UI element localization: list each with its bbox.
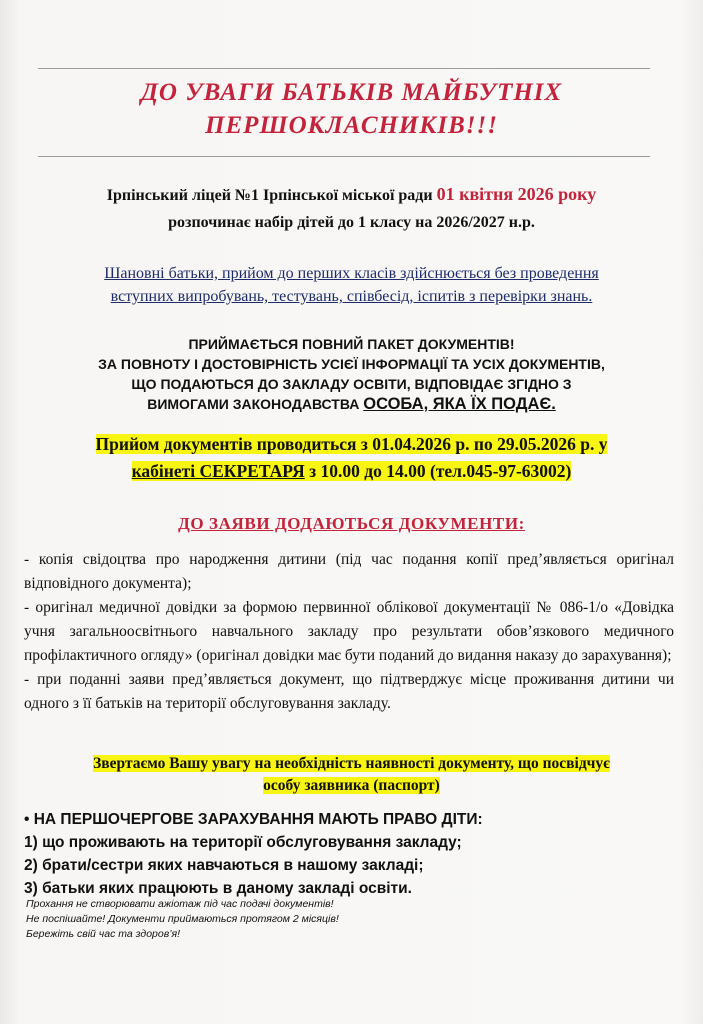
intro-line-1 [0,181,703,209]
attention-line-2 [0,775,703,797]
note-1: Прохання не створювати ажіотаж під час подачі документів! [26,898,334,910]
title-line-2: ПЕРШОКЛАСНИКІВ!!! [205,112,498,139]
reception-line-2 [0,458,703,485]
parents-note-line-2: вступних випробувань, тестувань, співбесід, іспитів з перевірки знань. [110,288,593,305]
priority-heading: • НА ПЕРШОЧЕРГОВЕ ЗАРАХУВАННЯ МАЮТЬ ПРАВО ДІТИ: [24,811,483,828]
top-divider [38,68,650,69]
priority-item-3: 3) батьки яких працюють в даному закладі освіти. [24,880,412,897]
docs-item-residence-proof: - при поданні заяви пред’являється документ, що підтверджує місце проживання дитини чи одного з її батьків на території обслуговування закладу. [24,671,674,712]
intro-block [0,181,703,236]
docs-item-medical-certificate: - оригінал медичної довідки за формою первинної облікової документації № 086-1/о «Довідка учня загальноосвітнього навчального закладу про результати обов’язкового медичного профілактичного огляду» (оригінал довідки має бути поданий до видання наказу до зарахування); [24,599,674,664]
parents-note-line-1: Шановні батьки, прийом до перших класів здійснюється без проведення [104,265,599,282]
reception-line-1-text: Прийом документів проводиться з 01.04.2026 р. по 29.05.2026 р. у [95,434,608,454]
full-package-emphasis: ОСОБА, ЯКА ЇХ ПОДАЄ. [363,395,556,413]
closing-notes [26,897,626,942]
priority-item-1: 1) що проживають на території обслуговування закладу; [24,834,462,851]
intro-line-2: розпочинає набір дітей до 1 класу на 2026/2027 н.р. [168,214,535,231]
attention-line-1 [0,753,703,775]
full-package-line-2: ЗА ПОВНОТУ І ДОСТОВІРНІСТЬ УСІЄЇ ІНФОРМАЦІЇ ТА УСІХ ДОКУМЕНТІВ, [98,356,605,372]
passport-attention [0,753,703,797]
intro-school: Ірпінський ліцей №1 Ірпінської міської ради [106,187,437,204]
attention-line-2-text: особу заявника (паспорт) [263,777,440,794]
docs-list [24,548,674,716]
attention-line-1-text: Звертаємо Вашу увагу на необхідність наявності документу, що посвідчує [93,755,610,772]
note-2: Не поспішайте! Документи приймаються протягом 2 місяців! [26,913,339,925]
full-package-line-3: ЩО ПОДАЮТЬСЯ ДО ЗАКЛАДУ ОСВІТИ, ВІДПОВІДАЄ ЗГІДНО З [131,376,572,392]
title-line-1: ДО УВАГИ БАТЬКІВ МАЙБУТНІХ [140,79,563,106]
reception-office: кабінеті СЕКРЕТАРЯ [131,461,305,481]
full-package-notice [0,334,703,414]
docs-heading: ДО ЗАЯВИ ДОДАЮТЬСЯ ДОКУМЕНТИ: [178,514,525,533]
note-3: Бережіть свій час та здоров’я! [26,928,181,940]
priority-item-2: 2) брати/сестри яких навчаються в нашому закладі; [24,857,424,874]
priority-enrollment [24,808,674,900]
reception-time-phone: з 10.00 до 14.00 (тел.045-97-63002) [304,461,572,481]
reception-line-1 [0,431,703,458]
reception-hours [0,431,703,485]
full-package-line-1: ПРИЙМАЄТЬСЯ ПОВНИЙ ПАКЕТ ДОКУМЕНТІВ! [188,336,515,352]
docs-item-birth-certificate: - копія свідоцтва про народження дитини (під час подання копії пред’являється оригінал відповідного документа); [24,551,674,592]
full-package-line-4-text: ВИМОГАМИ ЗАКОНОДАВСТВА [147,396,364,412]
parents-note [0,262,703,308]
page-title [0,76,703,142]
full-package-line-4 [0,394,703,414]
intro-date: 01 квітня 2026 року [436,184,597,204]
bottom-divider [38,156,650,157]
